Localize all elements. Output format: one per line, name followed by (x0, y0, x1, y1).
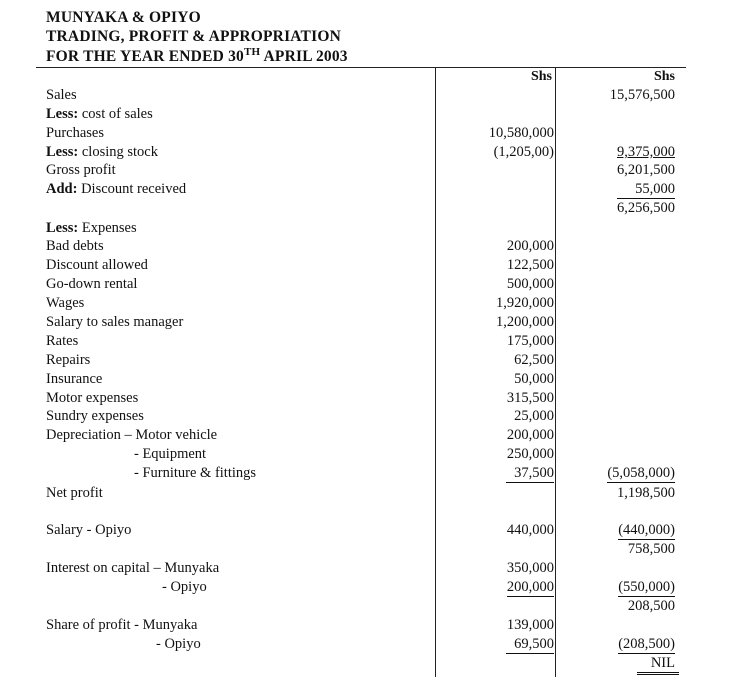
row-label: Salary - Opiyo (46, 522, 132, 538)
table-row (0, 390, 742, 409)
row-label: Depreciation – Motor vehicle (46, 427, 218, 443)
row-amount-1: 1,200,000 (496, 314, 554, 330)
table-row (0, 200, 742, 219)
row-amount-1: 69,500 (506, 636, 554, 654)
header-rule (36, 67, 686, 68)
row-label: Rates (46, 333, 79, 349)
table-row (0, 106, 742, 125)
table-row (0, 144, 742, 163)
row-amount-1: 200,000 (506, 238, 554, 254)
row-amount-1: 315,500 (506, 390, 554, 406)
row-amount-1: 50,000 (514, 371, 554, 387)
table-row (0, 598, 742, 617)
row-amount-1: 62,500 (514, 352, 554, 368)
row-amount-2: 1,198,500 (617, 485, 675, 501)
table-row (0, 371, 742, 390)
row-amount-2: 15,576,500 (609, 87, 675, 103)
table-row (0, 636, 742, 655)
table-row (0, 295, 742, 314)
table-row (0, 162, 742, 181)
row-amount-2: 9,375,000 (617, 144, 675, 160)
row-label: Purchases (46, 125, 104, 141)
table-row (0, 333, 742, 352)
row-amount-1: 350,000 (506, 560, 554, 576)
table-row (0, 125, 742, 144)
statement-title-period: FOR THE YEAR ENDED 30TH APRIL 2003 (46, 46, 348, 66)
row-label: Insurance (46, 371, 103, 387)
row-label: Add: Discount received (46, 181, 187, 197)
table-row (0, 541, 742, 560)
table-row (0, 276, 742, 295)
row-label: Less: closing stock (46, 144, 158, 160)
statement-title-firm: MUNYAKA & OPIYO (46, 9, 201, 26)
row-label: Motor expenses (46, 390, 139, 406)
row-label: Less: Expenses (46, 220, 137, 236)
row-amount-1: (1,205,00) (493, 144, 554, 160)
table-row (0, 220, 742, 239)
table-row (0, 522, 742, 541)
row-label: Less: cost of sales (46, 106, 153, 122)
row-amount-1: 25,000 (514, 408, 554, 424)
row-label: Interest on capital – Munyaka (46, 560, 220, 576)
row-amount-2: (5,058,000) (607, 465, 675, 481)
row-amount-1: 200,000 (506, 579, 554, 595)
table-row (0, 427, 742, 446)
row-label: Gross profit (46, 162, 116, 178)
row-label: - Opiyo (162, 579, 207, 595)
row-label: Bad debts (46, 238, 104, 254)
row-amount-2: 55,000 (617, 181, 675, 199)
table-row (0, 655, 742, 674)
row-amount-2: (208,500) (618, 636, 675, 652)
row-amount-1: 250,000 (506, 446, 554, 462)
row-amount-2: 6,201,500 (617, 162, 675, 178)
row-amount-1: 200,000 (506, 427, 554, 443)
table-row (0, 446, 742, 465)
row-amount-2: 758,500 (627, 541, 675, 557)
row-label: Go-down rental (46, 276, 138, 292)
row-amount-2: (550,000) (618, 579, 675, 595)
row-label: Share of profit - Munyaka (46, 617, 198, 633)
row-amount-2: (440,000) (618, 522, 675, 538)
table-row (0, 352, 742, 371)
table-row (0, 257, 742, 276)
row-amount-1: 175,000 (506, 333, 554, 349)
row-amount-1: 500,000 (506, 276, 554, 292)
row-label: Sundry expenses (46, 408, 144, 424)
table-row (0, 238, 742, 257)
row-amount-1: 139,000 (506, 617, 554, 633)
row-amount-1: 440,000 (506, 522, 554, 538)
table-row (0, 408, 742, 427)
row-amount-2: NIL (637, 655, 679, 675)
table-row (0, 87, 742, 106)
row-label: Discount allowed (46, 257, 148, 273)
row-label: - Opiyo (156, 636, 201, 652)
table-row (0, 181, 742, 200)
table-row (0, 560, 742, 579)
table-row (0, 485, 742, 504)
column-heading-2: Shs (653, 69, 675, 84)
row-amount-1: 1,920,000 (496, 295, 554, 311)
row-label: - Equipment (134, 446, 207, 462)
row-label: - Furniture & fittings (134, 465, 257, 481)
table-row (0, 617, 742, 636)
row-label: Sales (46, 87, 77, 103)
row-label: Net profit (46, 485, 103, 501)
row-label: Repairs (46, 352, 91, 368)
row-amount-2: 6,256,500 (617, 200, 675, 216)
table-row (0, 465, 742, 484)
table-row (0, 314, 742, 333)
row-label: Wages (46, 295, 85, 311)
table-row (0, 579, 742, 598)
row-amount-1: 122,500 (506, 257, 554, 273)
column-heading-1: Shs (530, 69, 552, 84)
row-label: Salary to sales manager (46, 314, 184, 330)
row-amount-1: 37,500 (506, 465, 554, 483)
row-amount-1: 10,580,000 (488, 125, 554, 141)
row-amount-2: 208,500 (627, 598, 675, 614)
statement-title-type: TRADING, PROFIT & APPROPRIATION (46, 28, 341, 45)
